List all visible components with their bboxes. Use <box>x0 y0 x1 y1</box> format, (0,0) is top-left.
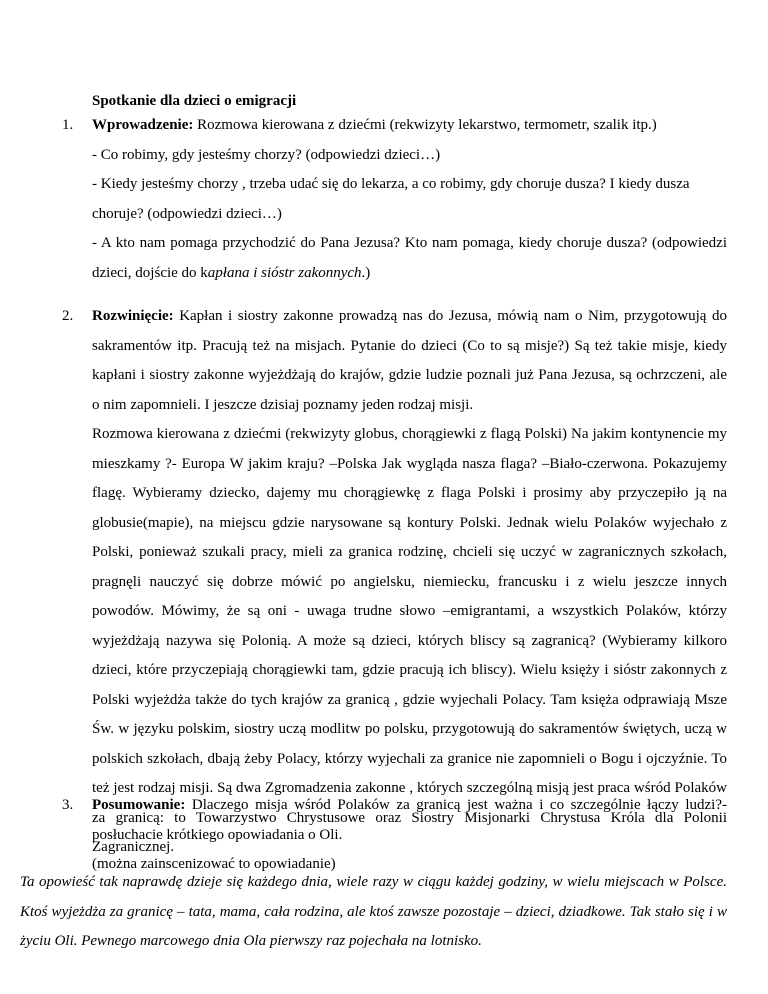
question-italic: apłana i sióstr zakonnych <box>207 264 362 281</box>
question-text: - A kto nam pomaga przychodzić do Pana Jezusa? Kto nam pomaga, kiedy choruje dusza? (odpowiedzi dzieci, dojście do k <box>92 235 727 281</box>
section-intro-line <box>92 111 727 141</box>
section-number: 3. <box>62 797 74 813</box>
section-text: Rozmowa kierowana z dziećmi (rekwizyty lekarstwo, termometr, szalik itp.) <box>193 117 657 133</box>
section-number: 2. <box>62 308 74 324</box>
section-text: Kapłan i siostry zakonne prowadzą nas do Jezusa, mówią nam o Nim, przygotowują do sakramentów itp. Pracują też na misjach. Pytanie do dzieci (Co to są misje?) Są też takie misje, kiedy kapłani i siostry zakonne wyjeżdżają do krajów, gdzie ludzie poznali już Pana Jezusa, są ochrzczeni, ale o nim zapomnieli. I jeszcze dzisiaj poznamy jeden rodzaj misji. <box>92 308 727 413</box>
section-paragraph <box>92 791 727 850</box>
section-note: (można zainscenizować to opowiadanie) <box>92 856 336 872</box>
story-paragraph: Ta opowieść tak naprawdę dzieje się każdego dnia, wiele razy w ciągu każdej godziny, w wielu miejscach w Polsce. Ktoś wyjeżdża za granicę – tata, mama, cała rodzina, ale ktoś zawsze pozostaje – dzieci, dziadkowe. Tak stało się i w życiu Oli. Pewnego marcowego dnia Ola pierwszy raz pojechała na lotnisko. <box>20 874 727 949</box>
section-paragraph: Rozmowa kierowana z dziećmi (rekwizyty globus, chorągiewki z flagą Polski) Na jakim kontynencie my mieszkamy ?- Europa W jakim kraju? –Polska Jak wygląda nasza flaga? –Biało-czerwona. Pokazujemy flagę. Wybieramy dziecko, dajemy mu chorągiewkę z flaga Polski i prosimy aby przyczepiło ją na globusie(mapie), na miejscu gdzie narysowane są kontury Polski. Jednak wielu Polaków wyjechało z Polski, ponieważ szukali pracy, mieli za granica rodzinę, chcieli się uczyć w zagranicznych szkołach, pragnęli nauczyć się dobrze mówić po angielsku, niemiecku, francusku i z wielu jeszcze innych powodów. Mówimy, że są oni - uwaga trudne słowo –emigrantami, a wszystkich Polaków, którzy wyjeżdżają nazywa się Polonią. A może są dzieci, których bliscy są zagranicą? (Wybieramy kilkoro dzieci, które przyczepiają chorągiewki tam, gdzie pracują ich bliscy). Wielu księży i sióstr zakonnych z Polski wyjeżdża także do tych krajów za granicą , gdzie wyjechali Polacy. Tam księża odprawiają Msze Św. w języku polskim, siostry uczą modlitw po polsku, przygotowują do sakramentów świętych, uczą w polskich szkołach, dbają żeby Polacy, którzy wyjechali za granice nie zapomnieli o Bogu i ojczyźnie. To też jest rodzaj misji. Są dwa Zgromadzenia zakonne , których szczególną misją jest praca wśród Polaków za granicą: to Towarzystwo Chrystusowe oraz Siostry Misjonarki Chrystusa Króla dla Polonii Zagranicznej. <box>92 426 727 855</box>
section-number: 1. <box>62 117 74 133</box>
section-introduction <box>62 111 727 288</box>
section-summary <box>62 791 727 880</box>
section-development <box>62 302 727 863</box>
question-text-end: .) <box>361 264 371 281</box>
document-title: Spotkanie dla dzieci o emigracji <box>92 93 297 109</box>
section-paragraph <box>92 302 727 420</box>
question-line: - Co robimy, gdy jesteśmy chorzy? (odpowiedzi dzieci…) <box>92 146 441 163</box>
section-heading: Rozwinięcie: <box>92 308 174 324</box>
question-line <box>92 229 727 288</box>
section-heading: Posumowanie: <box>92 797 186 813</box>
question-line: - Kiedy jesteśmy chorzy , trzeba udać się do lekarza, a co robimy, gdy choruje dusza? I kiedy dusza choruje? (odpowiedzi dzieci…) <box>92 176 690 222</box>
section-heading: Wprowadzenie: <box>92 117 194 133</box>
section-text: Dlaczego misja wśród Polaków za granicą jest ważna i co szczególnie łączy ludzi?- posłuchacie krótkiego opowiadania o Oli. <box>92 797 727 843</box>
